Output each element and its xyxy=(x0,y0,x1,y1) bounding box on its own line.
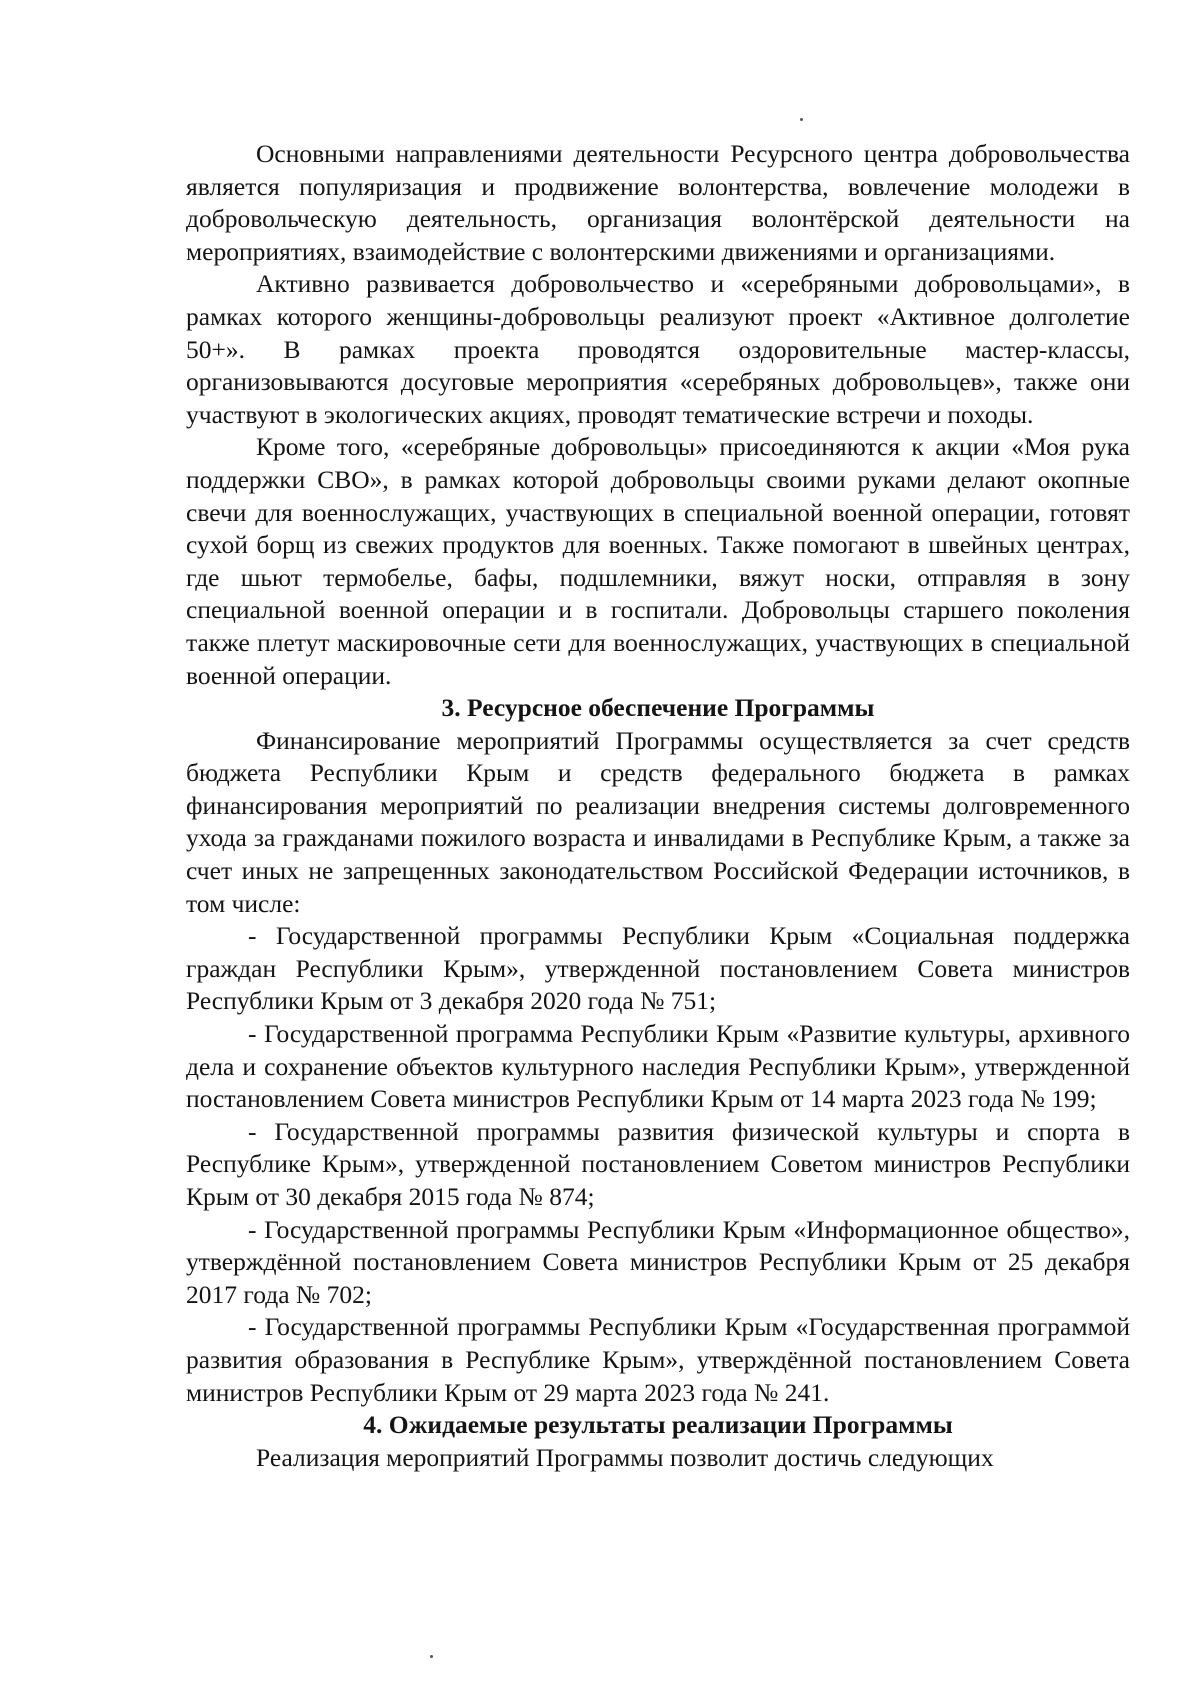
list-item: - Государственной программы Республики Крым «Государственная программой развития образования в Республике Крым», утверждённой постановлением Совета министров Республики Крым от 29 марта 2023 года № 241. xyxy=(186,1312,1130,1407)
list-item: - Государственной программы Республики Крым «Социальная поддержка граждан Республики Крым», утвержденной постановлением Совета министров Республики Крым от 3 декабря 2020 года № 751; xyxy=(186,921,1130,1016)
section-3-heading: 3. Ресурсное обеспечение Программы xyxy=(441,693,875,723)
paragraph-silver-volunteers: Активно развивается добровольчество и «серебряными добровольцами», в рамках которого женщины-добровольцы реализуют проект «Активное долголетие 50+». В рамках проекта проводятся оздоровительные мастер-классы, организовываются досуговые мероприятия «серебряных добровольцев», также они участвуют в экологических акциях, проводят тематические встречи и походы. xyxy=(186,269,1130,429)
paragraph-svo-support: Кроме того, «серебряные добровольцы» присоединяются к акции «Моя рука поддержки СВО», в рамках которой добровольцы своими руками делают окопные свечи для военнослужащих, участвующих в специальной военной операции, готовят сухой борщ из свежих продуктов для военных. Также помогают в швейных центрах, где шьют термобелье, бафы, подшлемники, вяжут носки, отправляя в зону специальной военной операции и в госпитали. Добровольцы старшего поколения также плетут маскировочные сети для военнослужащих, участвующих в специальной военной операции. xyxy=(186,432,1130,690)
paragraph-resource-center: Основными направлениями деятельности Ресурсного центра добровольчества является популяризация и продвижение волонтерства, вовлечение молодежи в добровольческую деятельность, организация волонтёрской деятельности на мероприятиях, взаимодействие с волонтерскими движениями и организациями. xyxy=(186,139,1130,266)
document-body xyxy=(186,138,1130,1474)
scan-speck xyxy=(430,1655,433,1658)
list-item: - Государственной программы Республики Крым «Информационное общество», утверждённой постановлением Совета министров Республики Крым от 25 декабря 2017 года № 702; xyxy=(186,1214,1130,1309)
scan-speck xyxy=(800,118,803,121)
section-4-intro: Реализация мероприятий Программы позволит достичь следующих xyxy=(256,1442,994,1472)
list-item: - Государственной программы развития физической культуры и спорта в Республике Крым», утвержденной постановлением Советом министров Республики Крым от 30 декабря 2015 года № 874; xyxy=(186,1116,1130,1211)
section-4-heading: 4. Ожидаемые результаты реализации Программы xyxy=(363,1410,953,1440)
list-item: - Государственной программа Республики Крым «Развитие культуры, архивного дела и сохранение объектов культурного наследия Республики Крым», утвержденной постановлением Совета министров Республики Крым от 14 марта 2023 года № 199; xyxy=(186,1019,1130,1114)
section-3-intro: Финансирование мероприятий Программы осуществляется за счет средств бюджета Республики Крым и средств федерального бюджета в рамках финансирования мероприятий по реализации внедрения системы долговременного ухода за гражданами пожилого возраста и инвалидами в Республике Крым, а также за счет иных не запрещенных законодательством Российской Федерации источников, в том числе: xyxy=(186,725,1130,918)
